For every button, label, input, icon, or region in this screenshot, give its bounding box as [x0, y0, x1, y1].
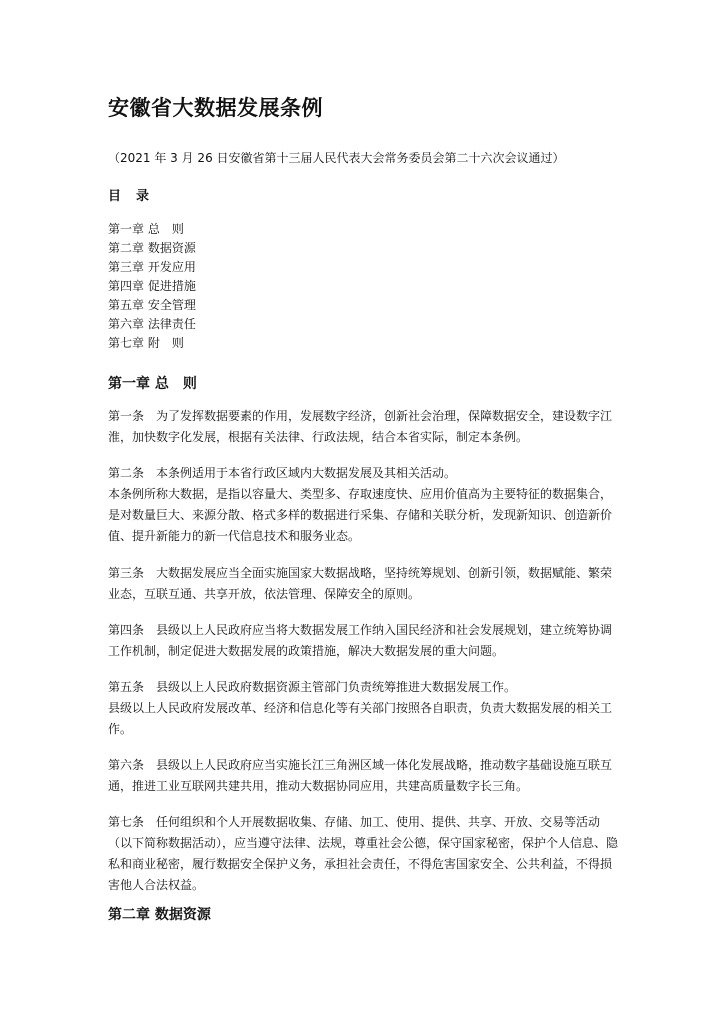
article-paragraph: 第一条 为了发挥数据要素的作用，发展数字经济，创新社会治理，保障数据安全，建设数字江淮，加快数字化发展，根据有关法律、行政法规，结合本省实际，制定本条例。 [108, 409, 613, 444]
article-1 [108, 406, 622, 448]
document-title: 安徽省大数据发展条例 [108, 96, 323, 120]
toc-item-chapter-6: 第六章 法律责任 [108, 317, 196, 331]
article-4 [108, 620, 622, 662]
toc-heading: 目 录 [108, 189, 151, 204]
article-5 [108, 677, 622, 740]
article-6 [108, 755, 622, 797]
article-2 [108, 463, 622, 547]
article-paragraph: 第四条 县级以上人民政府应当将大数据发展工作纳入国民经济和社会发展规划，建立统筹协调工作机制，制定促进大数据发展的政策措施，解决大数据发展的重大问题。 [108, 623, 613, 658]
article-paragraph: 县级以上人民政府发展改革、经济和信息化等有关部门按照各自职责，负责大数据发展的相关工作。 [108, 701, 613, 736]
chapter-2-heading: 第二章 数据资源 [108, 907, 211, 923]
toc-item-chapter-4: 第四章 促进措施 [108, 279, 196, 293]
document-subtitle: （2021 年 3 月 26 日安徽省第十三届人民代表大会常务委员会第二十六次会议通过） [108, 151, 565, 165]
article-paragraph: 第三条 大数据发展应当全面实施国家大数据战略，坚持统筹规划、创新引领，数据赋能、繁荣业态，互联互通、共享开放，依法管理、保障安全的原则。 [108, 566, 613, 601]
toc-item-chapter-3: 第三章 开发应用 [108, 260, 196, 274]
chapter-1-heading: 第一章 总 则 [108, 376, 197, 392]
toc-item-chapter-2: 第二章 数据资源 [108, 241, 196, 255]
article-paragraph: 第二条 本条例适用于本省行政区域内大数据发展及其相关活动。 [108, 466, 457, 480]
table-of-contents [108, 220, 196, 353]
toc-item-chapter-7: 第七章 附 则 [108, 336, 184, 350]
article-paragraph: 第七条 任何组织和个人开展数据收集、存储、加工、使用、提供、共享、开放、交易等活动（以下简称数据活动），应当遵守法律、法规，尊重社会公德，保守国家秘密，保护个人信息、隐私和商业秘密，履行数据安全保护义务，承担社会责任，不得危害国家安全、公共利益，不得损害他人合法权益。 [108, 815, 619, 892]
article-paragraph: 第六条 县级以上人民政府应当实施长江三角洲区域一体化发展战略，推动数字基础设施互联互通，推进工业互联网共建共用，推动大数据协同应用，共建高质量数字长三角。 [108, 758, 613, 793]
article-paragraph: 本条例所称大数据，是指以容量大、类型多、存取速度快、应用价值高为主要特征的数据集合，是对数量巨大、来源分散、格式多样的数据进行采集、存储和关联分析，发现新知识、创造新价值、提升新能力的新一代信息技术和服务业态。 [108, 487, 613, 543]
article-3 [108, 563, 622, 605]
toc-item-chapter-1: 第一章 总 则 [108, 222, 184, 236]
article-paragraph: 第五条 县级以上人民政府数据资源主管部门负责统筹推进大数据发展工作。 [108, 680, 517, 694]
toc-item-chapter-5: 第五章 安全管理 [108, 298, 196, 312]
article-7 [108, 812, 622, 896]
